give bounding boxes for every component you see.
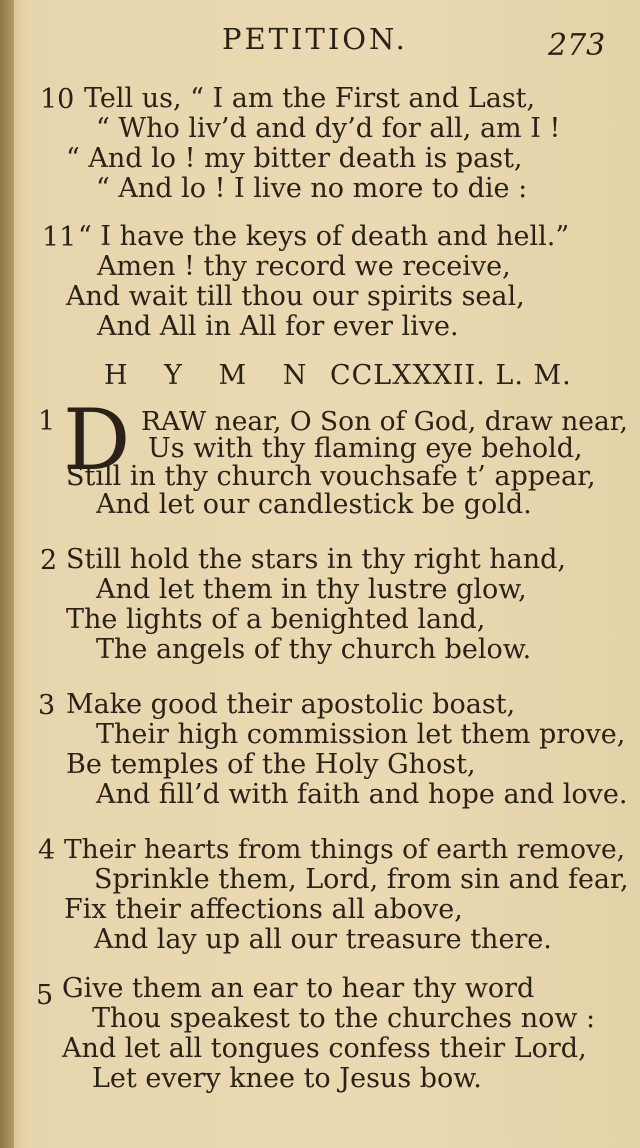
verse-line: Make good their apostolic boast,: [66, 689, 516, 720]
verse-line: Still in thy church vouchsafe t’ appear,: [66, 461, 596, 492]
verse-line: “ And lo ! my bitter death is past,: [66, 143, 523, 174]
verse-line: And let all tongues confess their Lord,: [62, 1033, 587, 1064]
stanza-number: 3: [38, 690, 56, 721]
verse-line: The lights of a benighted land,: [66, 604, 486, 635]
verse-line: RAW near, O Son of God, draw near,: [141, 406, 628, 437]
verse-line: And let them in thy lustre glow,: [96, 574, 527, 605]
stanza-number: 2: [40, 545, 58, 576]
verse-line: Still hold the stars in thy right hand,: [66, 544, 567, 575]
verse-line: And wait till thou our spirits seal,: [66, 281, 525, 312]
stanza-number: 4: [38, 835, 56, 866]
drop-cap: D: [63, 391, 131, 489]
stanza-number: 1: [38, 406, 56, 437]
hymn-title-rest: CCLXXXII. L. M.: [329, 360, 572, 391]
verse-line: “ Who liv’d and dy’d for all, am I !: [96, 113, 561, 144]
running-header-title: PETITION.: [222, 22, 408, 56]
hymn-heading: [104, 360, 572, 391]
verse-line: Us with thy flaming eye behold,: [148, 433, 583, 464]
verse-line: “ I have the keys of death and hell.”: [78, 221, 570, 252]
hymn-word: H Y M N: [104, 360, 321, 391]
verse-line: Thou speakest to the churches now :: [92, 1003, 596, 1034]
stanza-number: 11: [42, 222, 77, 253]
page-number: 273: [548, 28, 606, 63]
verse-line: Amen ! thy record we receive,: [97, 251, 511, 282]
verse-line: And All in All for ever live.: [97, 311, 459, 342]
verse-line: And fill’d with faith and hope and love.: [96, 779, 628, 810]
stanza-number: 5: [36, 980, 54, 1011]
verse-line: Give them an ear to hear thy word: [62, 973, 535, 1004]
verse-line: Let every knee to Jesus bow.: [92, 1063, 482, 1094]
verse-line: And let our candlestick be gold.: [96, 489, 532, 520]
verse-line: Their hearts from things of earth remove,: [64, 834, 626, 865]
page-gutter: [0, 0, 14, 1148]
verse-line: The angels of thy church below.: [96, 634, 532, 665]
stanza-number: 10: [40, 84, 75, 115]
verse-line: Be temples of the Holy Ghost,: [66, 749, 476, 780]
verse-line: “ And lo ! I live no more to die :: [96, 173, 528, 204]
verse-line: Tell us, “ I am the First and Last,: [84, 83, 536, 114]
verse-line: And lay up all our treasure there.: [94, 924, 552, 955]
verse-line: Their high commission let them prove,: [96, 719, 626, 750]
verse-line: Sprinkle them, Lord, from sin and fear,: [94, 864, 629, 895]
verse-line: Fix their affections all above,: [64, 894, 463, 925]
